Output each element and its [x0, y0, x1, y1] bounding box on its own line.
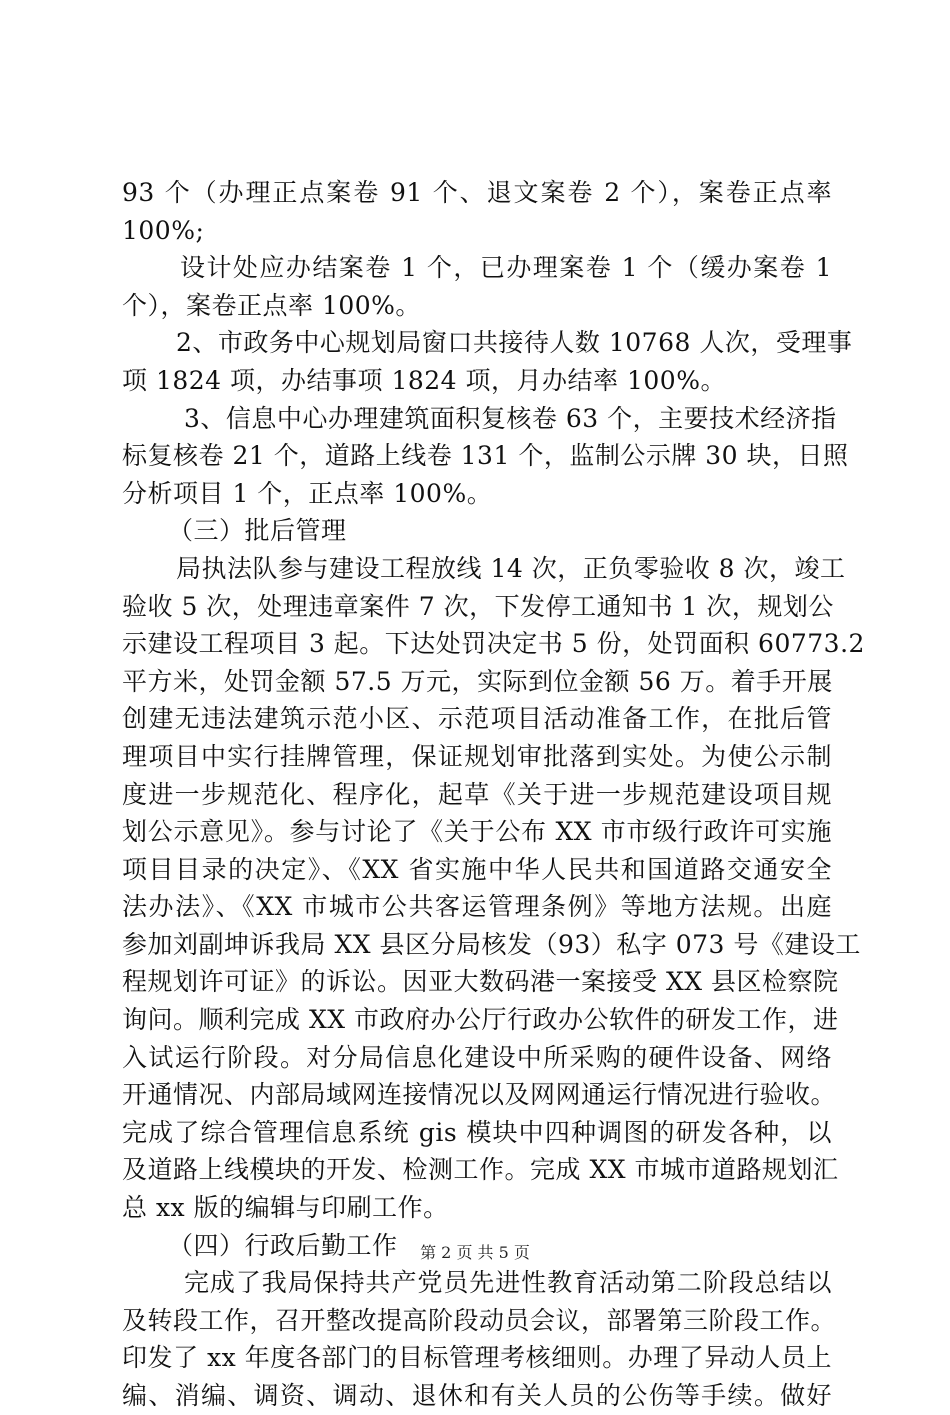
paragraph — [122, 324, 853, 399]
text-line: 3、信息中心办理建筑面积复核卷 63 个，主要技术经济指 — [184, 403, 837, 433]
text-line: 项目目录的决定》、《XX 省实施中华人民共和国道路交通安全 — [122, 854, 832, 884]
paragraph — [122, 400, 849, 513]
text-line: 分析项目 1 个，正点率 100%。 — [122, 478, 493, 508]
text-line: 93 个（办理正点案卷 91 个、退文案卷 2 个），案卷正点率 — [122, 178, 832, 207]
text-line: 设计处应办结案卷 1 个，已办理案卷 1 个（缓办案卷 1 — [180, 253, 832, 283]
heading-text: （三）批后管理 — [168, 516, 347, 546]
text-line: 完成了综合管理信息系统 gis 模块中四种调图的研发各种，以 — [122, 1117, 832, 1147]
paragraph — [122, 550, 865, 1227]
paragraph — [122, 174, 832, 249]
text-line: 参加刘副坤诉我局 XX 县区分局核发（93）私字 073 号《建设工 — [122, 929, 861, 959]
text-line: 程规划许可证》的诉讼。因亚大数码港一案接受 XX 县区检察院 — [122, 967, 839, 997]
text-line: 印发了 xx 年度各部门的目标管理考核细则。办理了异动人员上 — [122, 1343, 832, 1373]
text-line: 入试运行阶段。对分局信息化建设中所采购的硬件设备、网络 — [122, 1042, 832, 1072]
text-line: 2、市政务中心规划局窗口共接待人数 10768 人次，受理事 — [176, 328, 853, 358]
text-line: 示建设工程项目 3 起。下达处罚决定书 5 份，处罚面积 60773.2 — [122, 629, 865, 659]
text-line: 验收 5 次，处理违章案件 7 次，下发停工通知书 1 次，规划公 — [122, 591, 834, 621]
text-line: 个），案卷正点率 100%。 — [122, 290, 421, 320]
paragraph — [122, 1264, 837, 1414]
text-line: 及道路上线模块的开发、检测工作。完成 XX 市城市道路规划汇 — [122, 1155, 839, 1185]
text-line: 平方米，处罚金额 57.5 万元，实际到位金额 56 万。着手开展 — [122, 666, 833, 696]
document-body — [122, 174, 865, 1415]
text-line: 完成了我局保持共产党员先进性教育活动第二阶段总结以 — [184, 1268, 832, 1298]
text-line: 标复核卷 21 个，道路上线卷 131 个，监制公示牌 30 块，日照 — [122, 441, 849, 471]
text-line: 及转段工作，召开整改提高阶段动员会议，部署第三阶段工作。 — [122, 1305, 837, 1335]
text-line: 询问。顺利完成 XX 市政府办公厅行政办公软件的研发工作，进 — [122, 1005, 839, 1035]
text-line: 100%; — [122, 215, 205, 245]
page-number-footer: 第 2 页 共 5 页 — [420, 1243, 530, 1262]
text-line: 法办法》、《XX 市城市公共客运管理条例》等地方法规。出庭 — [122, 892, 832, 922]
text-line: 划公示意见》。参与讨论了《关于公布 XX 市市级行政许可实施 — [122, 817, 832, 847]
text-line: 局执法队参与建设工程放线 14 次，正负零验收 8 次，竣工 — [176, 553, 846, 583]
text-line: 开通情况、内部局域网连接情况以及网网通运行情况进行验收。 — [122, 1080, 837, 1110]
section-heading — [122, 512, 832, 550]
text-line: 创建无违法建筑示范小区、示范项目活动准备工作，在批后管 — [122, 704, 832, 734]
text-line: 编、消编、调资、调动、退休和有关人员的公伤等手续。做好 — [122, 1381, 832, 1410]
text-line: 总 xx 版的编辑与印刷工作。 — [122, 1193, 449, 1223]
paragraph — [122, 249, 832, 324]
heading-text: （四）行政后勤工作 — [168, 1230, 398, 1260]
text-line: 项 1824 项，办结事项 1824 项，月办结率 100%。 — [122, 365, 726, 395]
text-line: 理项目中实行挂牌管理，保证规划审批落到实处。为使公示制 — [122, 741, 832, 771]
text-line: 度进一步规范化、程序化，起草《关于进一步规范建设项目规 — [122, 779, 832, 809]
